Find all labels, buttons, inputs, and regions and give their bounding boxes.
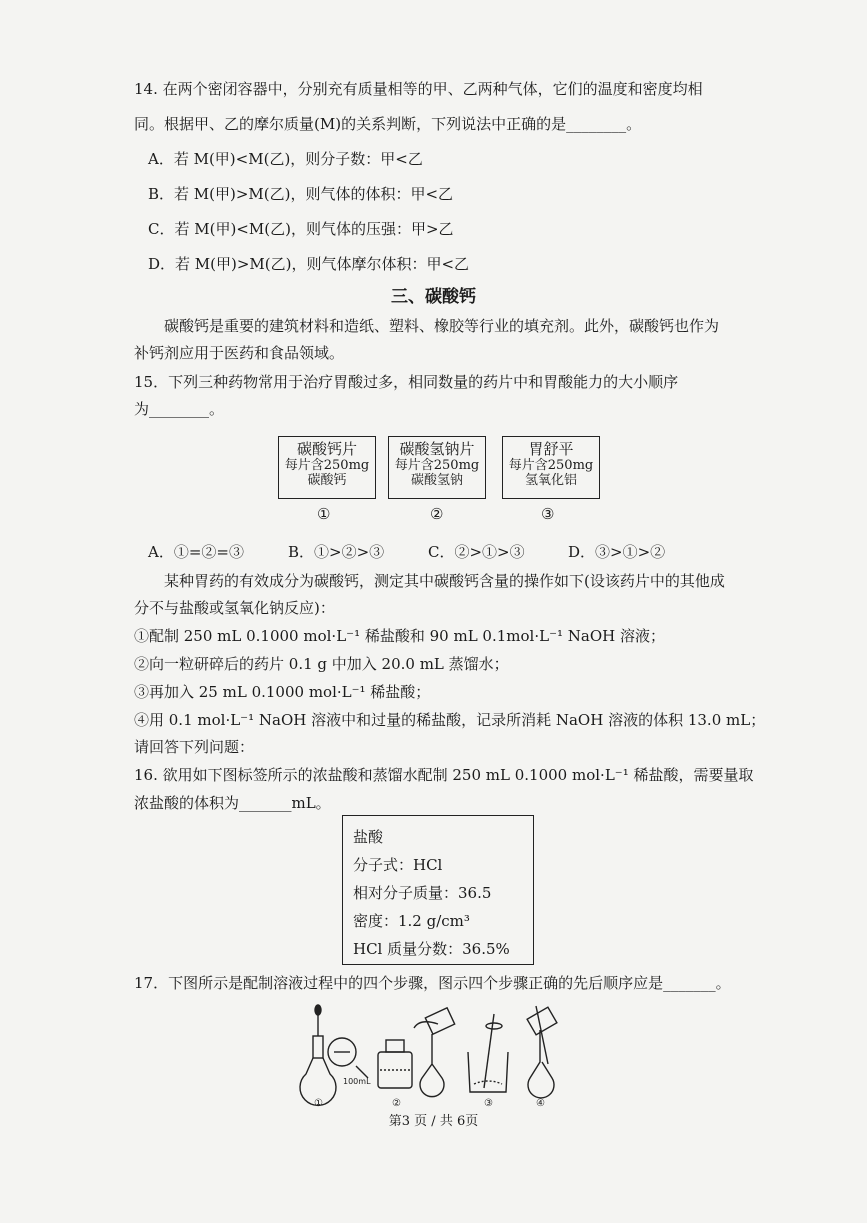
medicine-box-3 xyxy=(502,436,600,499)
q14-option-a: A．若 M(甲)<M(乙)，则分子数：甲<乙 xyxy=(148,150,423,168)
reagent-label-density: 密度：1.2 g/cm³ xyxy=(353,912,470,930)
medicine-box-2 xyxy=(388,436,486,499)
q17-line1: 17．下图所示是配制溶液过程中的四个步骤，图示四个步骤正确的先后顺序应是_______。 xyxy=(134,974,731,992)
procedure-intro-line2: 分不与盐酸或氢氧化钠反应)： xyxy=(134,599,335,617)
q15-option-b: B．①>②>③ xyxy=(288,543,385,561)
procedure-step-1: ①配制 250 mL 0.1000 mol·L⁻¹ 稀盐酸和 90 mL 0.1mol·L⁻¹ NaOH 溶液； xyxy=(134,627,665,645)
procedure-step-2: ②向一粒研碎后的药片 0.1 g 中加入 20.0 mL 蒸馏水； xyxy=(134,655,509,673)
medicine-box-2-dose: 每片含250mg xyxy=(394,458,480,473)
q16-line2: 浓盐酸的体积为_______mL。 xyxy=(134,794,331,812)
medicine-box-3-number: ③ xyxy=(541,505,555,523)
step4-transfer xyxy=(527,1006,557,1098)
medicine-box-1-dose: 每片含250mg xyxy=(284,458,370,473)
medicine-box-1-number: ① xyxy=(317,505,331,523)
step3-stirring xyxy=(468,1014,508,1092)
figure-label-3: ③ xyxy=(484,1098,493,1109)
q14-line2: 同。根据甲、乙的摩尔质量(M)的关系判断，下列说法中正确的是________。 xyxy=(134,115,642,133)
medicine-box-2-number: ② xyxy=(430,505,444,523)
figure-label-2: ② xyxy=(392,1098,401,1109)
medicine-box-3-ingredient: 氢氧化铝 xyxy=(524,473,577,488)
page-footer: 第3 页 / 共 6页 xyxy=(388,1114,479,1129)
procedure-prompt: 请回答下列问题： xyxy=(134,738,255,756)
q14-option-b: B．若 M(甲)>M(乙)，则气体的体积：甲<乙 xyxy=(148,185,454,203)
procedure-intro-line1: 某种胃药的有效成分为碳酸钙，测定其中碳酸钙含量的操作如下(设该药片中的其他成 xyxy=(164,572,725,590)
procedure-step-3: ③再加入 25 mL 0.1000 mol·L⁻¹ 稀盐酸； xyxy=(134,683,431,701)
reagent-label-formula: 分子式：HCl xyxy=(353,856,443,874)
reagent-label-title: 盐酸 xyxy=(353,828,384,846)
figure-label-1: ① xyxy=(314,1098,323,1109)
step1-flask-dropper xyxy=(300,1005,368,1105)
figure-label-4: ④ xyxy=(536,1098,545,1109)
procedure-step-4: ④用 0.1 mol·L⁻¹ NaOH 溶液中和过量的稀盐酸，记录所消耗 NaOH 溶液的体积 13.0 mL； xyxy=(134,711,766,729)
medicine-box-1 xyxy=(278,436,376,499)
section-title: 三、碳酸钙 xyxy=(391,287,476,307)
solution-steps-figure xyxy=(0,1000,867,1110)
reagent-label-mass: 相对分子质量：36.5 xyxy=(353,884,492,902)
medicine-box-2-ingredient: 碳酸氢钠 xyxy=(410,473,463,488)
q14-option-c: C．若 M(甲)<M(乙)，则气体的压强：甲>乙 xyxy=(148,220,454,238)
flask-volume-mark: 100mL xyxy=(343,1077,371,1086)
medicine-box-1-ingredient: 碳酸钙 xyxy=(307,473,347,488)
q14-option-d: D．若 M(甲)>M(乙)，则气体摩尔体积：甲<乙 xyxy=(148,255,470,273)
q15-option-a: A．①=②=③ xyxy=(148,543,244,561)
q16-line1: 16. 欲用如下图标签所示的浓盐酸和蒸馏水配制 250 mL 0.1000 mol·L⁻¹ 稀盐酸，需要量取 xyxy=(134,766,754,784)
section-intro-line1: 碳酸钙是重要的建筑材料和造纸、塑料、橡胶等行业的填充剂。此外，碳酸钙也作为 xyxy=(164,317,720,335)
section-intro-line2: 补钙剂应用于医药和食品领域。 xyxy=(134,344,345,362)
q15-line1: 15．下列三种药物常用于治疗胃酸过多，相同数量的药片中和胃酸能力的大小顺序 xyxy=(134,373,679,391)
medicine-box-3-name: 胃舒平 xyxy=(528,440,574,458)
reagent-label xyxy=(342,815,534,965)
reagent-label-fraction: HCl 质量分数：36.5% xyxy=(353,940,510,958)
q15-option-d: D．③>①>② xyxy=(568,543,666,561)
medicine-box-2-name: 碳酸氢钠片 xyxy=(399,440,475,458)
step2-pouring xyxy=(378,1008,455,1097)
medicine-box-1-name: 碳酸钙片 xyxy=(296,440,357,458)
q14-line1: 14. 在两个密闭容器中，分别充有质量相等的甲、乙两种气体，它们的温度和密度均相 xyxy=(134,80,703,98)
medicine-box-3-dose: 每片含250mg xyxy=(508,458,594,473)
q15-option-c: C．②>①>③ xyxy=(428,543,525,561)
q15-line2: 为________。 xyxy=(134,400,225,418)
